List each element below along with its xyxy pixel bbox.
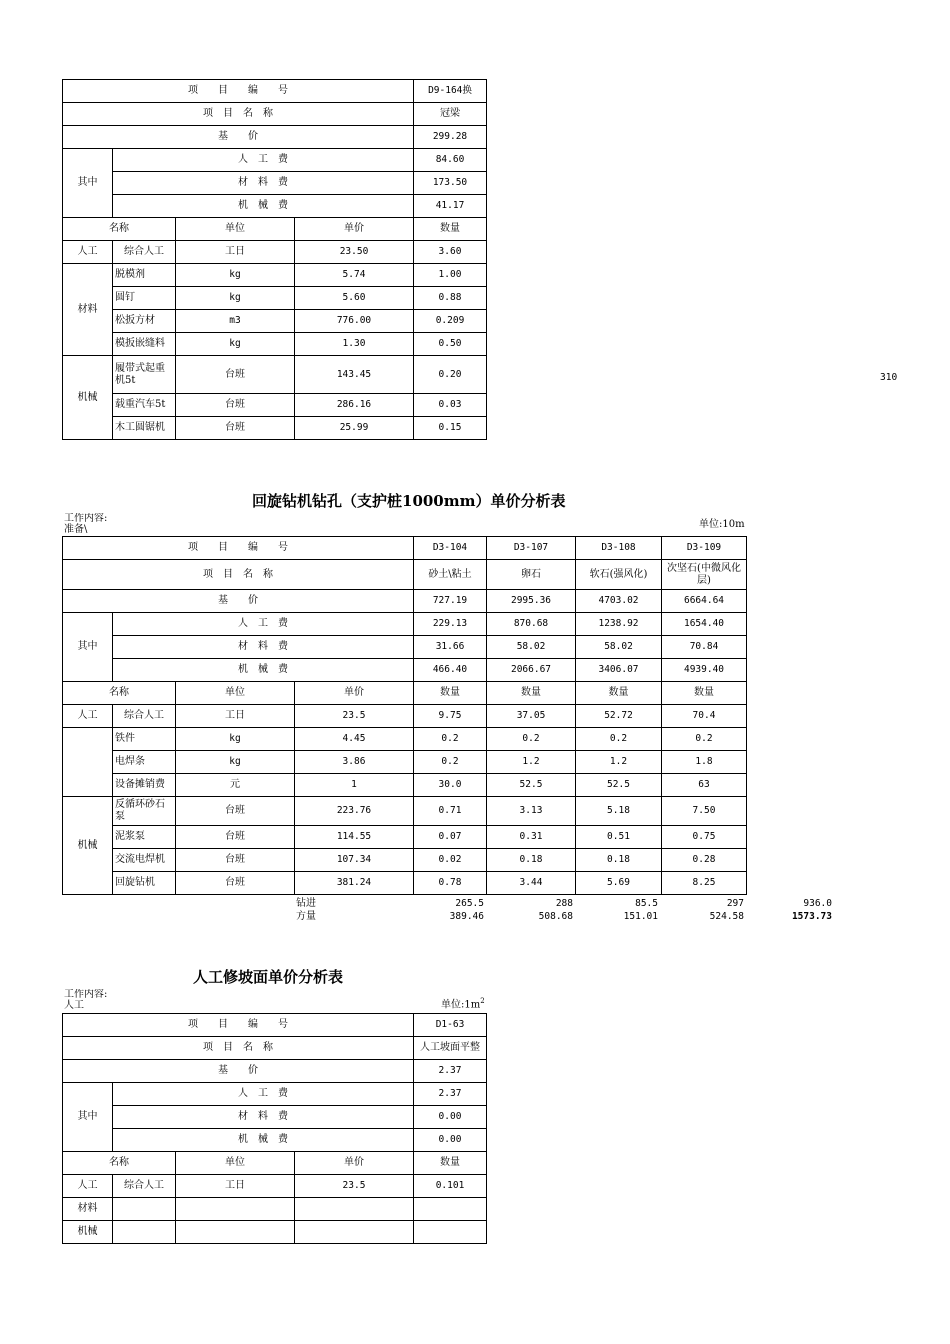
- material-fee: 58.02: [576, 636, 662, 659]
- category-material: 材料: [63, 1198, 113, 1221]
- row-price: 286.16: [295, 394, 414, 417]
- row-qty: 0.15: [414, 417, 487, 440]
- volume-value: 524.58: [709, 911, 744, 922]
- among-label: 其中: [63, 1083, 113, 1152]
- volume-label: 方量: [296, 911, 316, 922]
- table-row: [63, 849, 747, 872]
- table-row: [63, 417, 487, 440]
- table-row: [63, 333, 487, 356]
- row-name: 载重汽车5t: [113, 394, 176, 417]
- table-row: [63, 310, 487, 333]
- row-qty: 0.51: [576, 826, 662, 849]
- table-row: [63, 774, 747, 797]
- labor-fee: 1238.92: [576, 613, 662, 636]
- item-code: D3-107: [487, 537, 576, 560]
- side-note: 310: [880, 372, 898, 383]
- row-price: 114.55: [295, 826, 414, 849]
- row-unit: 台班: [176, 394, 295, 417]
- table-row: [63, 241, 487, 264]
- row-name: 脱模剂: [113, 264, 176, 287]
- base-label: 基 价: [63, 1060, 414, 1083]
- category-machine: 机械: [63, 1221, 113, 1244]
- code-label: 项 目 编 号: [63, 537, 414, 560]
- row-qty: 0.18: [576, 849, 662, 872]
- row-qty: 0.2: [662, 728, 747, 751]
- row-price: 3.86: [295, 751, 414, 774]
- item-code: D3-108: [576, 537, 662, 560]
- row-price: 25.99: [295, 417, 414, 440]
- row-unit: kg: [176, 287, 295, 310]
- item-name: 砂土\粘土: [414, 560, 487, 590]
- header-unit: 单位: [176, 682, 295, 705]
- row-unit: kg: [176, 264, 295, 287]
- item-code: D3-104: [414, 537, 487, 560]
- header-qty: 数量: [487, 682, 576, 705]
- table-row: [63, 287, 487, 310]
- row-qty: 0.2: [576, 728, 662, 751]
- table-row: [63, 1221, 487, 1244]
- row-qty: 1.00: [414, 264, 487, 287]
- material-fee-label: 材 料 费: [113, 172, 414, 195]
- drill-total: 936.0: [803, 898, 832, 909]
- row-qty: 1.2: [487, 751, 576, 774]
- volume-value: 151.01: [623, 911, 658, 922]
- header-price: 单价: [295, 1152, 414, 1175]
- table-row: [63, 1175, 487, 1198]
- row-unit: kg: [176, 333, 295, 356]
- table-row: [63, 1198, 487, 1221]
- row-name: 电焊条: [113, 751, 176, 774]
- row-name: 履带式起重机5t: [113, 356, 176, 394]
- base-price: 6664.64: [662, 590, 747, 613]
- row-price: 1.30: [295, 333, 414, 356]
- name-label: 项 目 名 称: [63, 103, 414, 126]
- row-name: 反循环砂石泵: [113, 797, 176, 826]
- row-qty: 9.75: [414, 705, 487, 728]
- base-price: 4703.02: [576, 590, 662, 613]
- row-name: 铁件: [113, 728, 176, 751]
- row-qty: 0.02: [414, 849, 487, 872]
- category-material: 材料: [63, 264, 113, 356]
- base-label: 基 价: [63, 590, 414, 613]
- code-label: 项 目 编 号: [63, 1014, 414, 1037]
- volume-value: 389.46: [449, 911, 484, 922]
- base-price: 727.19: [414, 590, 487, 613]
- row-qty: 30.0: [414, 774, 487, 797]
- table-row: [63, 264, 487, 287]
- material-fee: 58.02: [487, 636, 576, 659]
- row-name: 交流电焊机: [113, 849, 176, 872]
- machine-fee: 466.40: [414, 659, 487, 682]
- machine-fee-label: 机 械 费: [113, 1129, 414, 1152]
- row-qty: 0.07: [414, 826, 487, 849]
- row-name: 综合人工: [113, 241, 176, 264]
- drilling-table-title: 回旋钻机钻孔（支护桩1000mm）单价分析表: [252, 492, 566, 510]
- row-unit: kg: [176, 728, 295, 751]
- header-name: 名称: [63, 682, 176, 705]
- row-unit: 台班: [176, 797, 295, 826]
- category-labor: 人工: [63, 241, 113, 264]
- row-qty: 1.2: [576, 751, 662, 774]
- empty-cell: [295, 1198, 414, 1221]
- drill-value: 85.5: [635, 898, 658, 909]
- row-unit: 台班: [176, 356, 295, 394]
- row-name: 松扳方材: [113, 310, 176, 333]
- row-qty: 63: [662, 774, 747, 797]
- row-unit: 台班: [176, 872, 295, 895]
- table-slope-trim: [62, 1013, 487, 1244]
- row-price: 4.45: [295, 728, 414, 751]
- row-qty: 7.50: [662, 797, 747, 826]
- row-price: 776.00: [295, 310, 414, 333]
- item-name: 软石(强风化): [576, 560, 662, 590]
- row-price: 107.34: [295, 849, 414, 872]
- row-name: 圆钉: [113, 287, 176, 310]
- row-unit: 工日: [176, 1175, 295, 1198]
- table-row: [63, 394, 487, 417]
- row-unit: 元: [176, 774, 295, 797]
- row-qty: 0.71: [414, 797, 487, 826]
- empty-cell: [113, 1198, 176, 1221]
- material-fee: 31.66: [414, 636, 487, 659]
- machine-fee: 4939.40: [662, 659, 747, 682]
- row-qty: 0.31: [487, 826, 576, 849]
- drill-value: 288: [555, 898, 573, 909]
- row-name: 模扳嵌缝料: [113, 333, 176, 356]
- material-fee-label: 材 料 费: [113, 1106, 414, 1129]
- category-machine: 机械: [63, 797, 113, 895]
- material-fee: 173.50: [414, 172, 487, 195]
- row-name: 木工圆锯机: [113, 417, 176, 440]
- header-unit: 单位: [176, 218, 295, 241]
- row-name: 回旋钻机: [113, 872, 176, 895]
- material-fee: 0.00: [414, 1106, 487, 1129]
- machine-fee: 3406.07: [576, 659, 662, 682]
- row-qty: 52.5: [576, 774, 662, 797]
- table-row: [63, 751, 747, 774]
- row-price: 23.50: [295, 241, 414, 264]
- row-qty: 0.2: [414, 728, 487, 751]
- row-price: 5.60: [295, 287, 414, 310]
- row-qty: 0.78: [414, 872, 487, 895]
- work-content-label: 工作内容:人工: [64, 989, 108, 1011]
- table-row: [63, 797, 747, 826]
- table-row: [63, 356, 487, 394]
- item-name: 冠梁: [414, 103, 487, 126]
- row-qty: 1.8: [662, 751, 747, 774]
- row-unit: kg: [176, 751, 295, 774]
- row-qty: 0.88: [414, 287, 487, 310]
- base-price: 2.37: [414, 1060, 487, 1083]
- row-price: 5.74: [295, 264, 414, 287]
- row-qty: 0.28: [662, 849, 747, 872]
- labor-fee-label: 人 工 费: [113, 149, 414, 172]
- name-label: 项 目 名 称: [63, 560, 414, 590]
- row-name: 综合人工: [113, 705, 176, 728]
- empty-cell: [414, 1221, 487, 1244]
- category-material-empty: [63, 728, 113, 797]
- slope-table-title: 人工修坡面单价分析表: [193, 968, 344, 986]
- row-qty: 5.69: [576, 872, 662, 895]
- row-qty: 70.4: [662, 705, 747, 728]
- drill-label: 钻进: [296, 898, 316, 909]
- header-qty: 数量: [414, 218, 487, 241]
- unit-note: 单位:10m: [699, 519, 745, 530]
- drill-value: 265.5: [455, 898, 484, 909]
- row-qty: 52.72: [576, 705, 662, 728]
- row-qty: 0.20: [414, 356, 487, 394]
- item-code: D3-109: [662, 537, 747, 560]
- item-name: 人工坡面平整: [414, 1037, 487, 1060]
- item-code: D1-63: [414, 1014, 487, 1037]
- row-qty: 0.2: [487, 728, 576, 751]
- row-unit: m3: [176, 310, 295, 333]
- category-labor: 人工: [63, 1175, 113, 1198]
- item-name: 次坚石(中微风化层): [662, 560, 747, 590]
- row-qty: 0.75: [662, 826, 747, 849]
- volume-total: 1573.73: [791, 911, 832, 922]
- table-row: [63, 705, 747, 728]
- header-name: 名称: [63, 1152, 176, 1175]
- row-qty: 0.101: [414, 1175, 487, 1198]
- header-unit: 单位: [176, 1152, 295, 1175]
- row-qty: 0.18: [487, 849, 576, 872]
- row-price: 381.24: [295, 872, 414, 895]
- work-content-label: 工作内容:准备\: [64, 513, 108, 535]
- row-qty: 52.5: [487, 774, 576, 797]
- name-label: 项 目 名 称: [63, 1037, 414, 1060]
- header-qty: 数量: [662, 682, 747, 705]
- row-price: 223.76: [295, 797, 414, 826]
- base-price: 299.28: [414, 126, 487, 149]
- labor-fee: 84.60: [414, 149, 487, 172]
- row-unit: 工日: [176, 705, 295, 728]
- among-label: 其中: [63, 613, 113, 682]
- machine-fee: 41.17: [414, 195, 487, 218]
- empty-cell: [295, 1221, 414, 1244]
- code-label: 项 目 编 号: [63, 80, 414, 103]
- row-qty: 37.05: [487, 705, 576, 728]
- labor-fee: 1654.40: [662, 613, 747, 636]
- empty-cell: [414, 1198, 487, 1221]
- material-fee: 70.84: [662, 636, 747, 659]
- row-price: 1: [295, 774, 414, 797]
- row-unit: 工日: [176, 241, 295, 264]
- row-qty: 3.44: [487, 872, 576, 895]
- header-price: 单价: [295, 682, 414, 705]
- header-qty: 数量: [576, 682, 662, 705]
- category-machine: 机械: [63, 356, 113, 440]
- material-fee-label: 材 料 费: [113, 636, 414, 659]
- volume-value: 508.68: [538, 911, 573, 922]
- row-qty: 0.50: [414, 333, 487, 356]
- unit-note: 单位$:1m^2$: [441, 997, 485, 1011]
- labor-fee: 2.37: [414, 1083, 487, 1106]
- row-name: 综合人工: [113, 1175, 176, 1198]
- empty-cell: [176, 1221, 295, 1244]
- table-row: [63, 728, 747, 751]
- base-label: 基 价: [63, 126, 414, 149]
- machine-fee: 0.00: [414, 1129, 487, 1152]
- row-qty: 3.60: [414, 241, 487, 264]
- table-crown-beam: [62, 79, 487, 440]
- row-qty: 5.18: [576, 797, 662, 826]
- machine-fee-label: 机 械 费: [113, 195, 414, 218]
- row-qty: 0.03: [414, 394, 487, 417]
- machine-fee-label: 机 械 费: [113, 659, 414, 682]
- item-code: D9-164换: [414, 80, 487, 103]
- labor-fee: 229.13: [414, 613, 487, 636]
- row-name: 设备摊销费: [113, 774, 176, 797]
- labor-fee-label: 人 工 费: [113, 1083, 414, 1106]
- header-price: 单价: [295, 218, 414, 241]
- row-qty: 0.2: [414, 751, 487, 774]
- header-qty: 数量: [414, 1152, 487, 1175]
- table-row: [63, 872, 747, 895]
- base-price: 2995.36: [487, 590, 576, 613]
- row-unit: 台班: [176, 849, 295, 872]
- table-row: [63, 826, 747, 849]
- row-name: 泥浆泵: [113, 826, 176, 849]
- empty-cell: [176, 1198, 295, 1221]
- row-qty: 8.25: [662, 872, 747, 895]
- header-qty: 数量: [414, 682, 487, 705]
- labor-fee-label: 人 工 费: [113, 613, 414, 636]
- empty-cell: [113, 1221, 176, 1244]
- labor-fee: 870.68: [487, 613, 576, 636]
- row-qty: 0.209: [414, 310, 487, 333]
- among-label: 其中: [63, 149, 113, 218]
- row-price: 23.5: [295, 1175, 414, 1198]
- machine-fee: 2066.67: [487, 659, 576, 682]
- table-rotary-drilling: [62, 536, 747, 895]
- item-name: 卵石: [487, 560, 576, 590]
- row-qty: 3.13: [487, 797, 576, 826]
- row-unit: 台班: [176, 826, 295, 849]
- header-name: 名称: [63, 218, 176, 241]
- category-labor: 人工: [63, 705, 113, 728]
- row-price: 23.5: [295, 705, 414, 728]
- row-price: 143.45: [295, 356, 414, 394]
- drill-value: 297: [726, 898, 744, 909]
- row-unit: 台班: [176, 417, 295, 440]
